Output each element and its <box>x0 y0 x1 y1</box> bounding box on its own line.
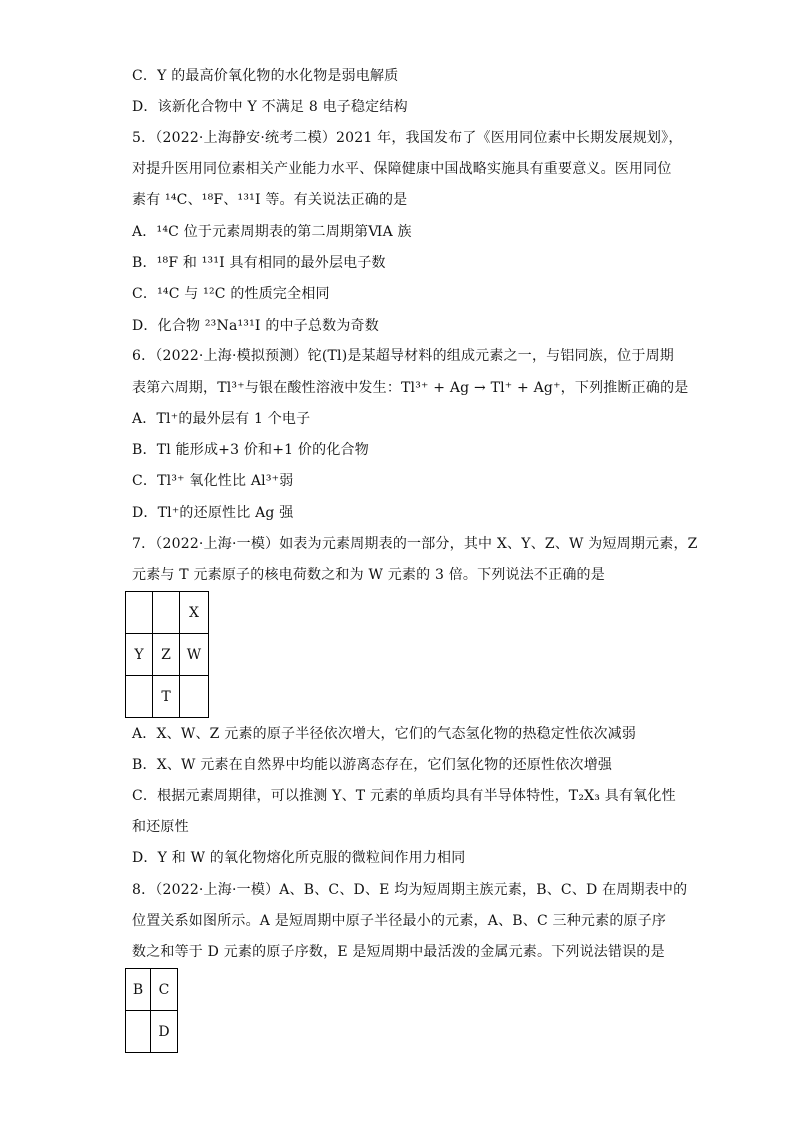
q6-option-a: A．Tl⁺的最外层有 1 个电子 <box>132 411 311 427</box>
q8-stem-line-3: 数之和等于 D 元素的原子序数，E 是短周期中最活泼的金属元素。下列说法错误的是 <box>132 944 665 960</box>
q6-stem-line-2: 表第六周期，Tl³⁺与银在酸性溶液中发生：Tl³⁺ + Ag → Tl⁺ + Ag⁺，下列推断正确的是 <box>132 380 689 396</box>
q5-option-d: D．化合物 ²³Na¹³¹I 的中子总数为奇数 <box>132 318 379 334</box>
q4-option-c: C．Y 的最高价氧化物的水化物是弱电解质 <box>132 68 399 84</box>
q5-stem-line-2: 对提升医用同位素相关产业能力水平、保障健康中国战略实施具有重要意义。医用同位 <box>132 161 672 177</box>
q7-option-c-line-1: C．根据元素周期律，可以推测 Y、T 元素的单质均具有半导体特性，T₂X₃ 具有氧化性 <box>132 788 676 804</box>
periodic-table-fragment-q7 <box>125 591 209 718</box>
q7-stem-line-1: 7．（2022·上海·一模）如表为元素周期表的一部分，其中 X、Y、Z、W 为短周期元素，Z <box>132 536 698 552</box>
table2-cell: C <box>151 969 178 1011</box>
q5-stem-line-3: 素有 ¹⁴C、¹⁸F、¹³¹I 等。有关说法正确的是 <box>132 192 408 208</box>
q4-option-d: D．该新化合物中 Y 不满足 8 电子稳定结构 <box>132 99 408 115</box>
table1-cell: Z <box>153 634 180 676</box>
q6-option-b: B．Tl 能形成+3 价和+1 价的化合物 <box>132 442 369 458</box>
q6-stem-line-1: 6．（2022·上海·模拟预测）铊(Tl)是某超导材料的组成元素之一，与铝同族，位于周期 <box>132 348 674 364</box>
table1-cell: Y <box>126 634 153 676</box>
table2-cell: D <box>151 1011 178 1053</box>
q7-option-b: B．X、W 元素在自然界中均能以游离态存在，它们氢化物的还原性依次增强 <box>132 757 613 773</box>
q8-stem-line-1: 8．（2022·上海·一模）A、B、C、D、E 均为短周期主族元素，B、C、D 在周期表中的 <box>132 882 688 898</box>
table1-cell <box>153 592 180 634</box>
periodic-table-fragment-q8 <box>125 968 178 1053</box>
table1-cell <box>180 676 209 718</box>
q5-stem-line-1: 5．（2022·上海静安·统考二模）2021 年，我国发布了《医用同位素中长期发展规划》， <box>132 130 683 146</box>
table1-cell <box>126 592 153 634</box>
q7-option-a: A．X、W、Z 元素的原子半径依次增大，它们的气态氢化物的热稳定性依次减弱 <box>132 726 637 742</box>
table2-cell <box>126 1011 151 1053</box>
table1-cell: T <box>153 676 180 718</box>
table1-cell: W <box>180 634 209 676</box>
q5-option-c: C．¹⁴C 与 ¹²C 的性质完全相同 <box>132 286 330 302</box>
q7-option-d: D．Y 和 W 的氧化物熔化所克服的微粒间作用力相同 <box>132 850 466 866</box>
q8-stem-line-2: 位置关系如图所示。A 是短周期中原子半径最小的元素，A、B、C 三种元素的原子序 <box>132 913 667 929</box>
table1-cell: X <box>180 592 209 634</box>
q6-option-d: D．Tl⁺的还原性比 Ag 强 <box>132 505 294 521</box>
table1-cell <box>126 676 153 718</box>
table2-cell: B <box>126 969 151 1011</box>
q7-option-c-line-2: 和还原性 <box>132 819 189 835</box>
q5-option-a: A．¹⁴C 位于元素周期表的第二周期第ⅥA 族 <box>132 224 412 240</box>
q5-option-b: B．¹⁸F 和 ¹³¹I 具有相同的最外层电子数 <box>132 255 386 271</box>
q6-option-c: C．Tl³⁺ 氧化性比 Al³⁺弱 <box>132 473 294 489</box>
q7-stem-line-2: 元素与 T 元素原子的核电荷数之和为 W 元素的 3 倍。下列说法不正确的是 <box>132 567 605 583</box>
